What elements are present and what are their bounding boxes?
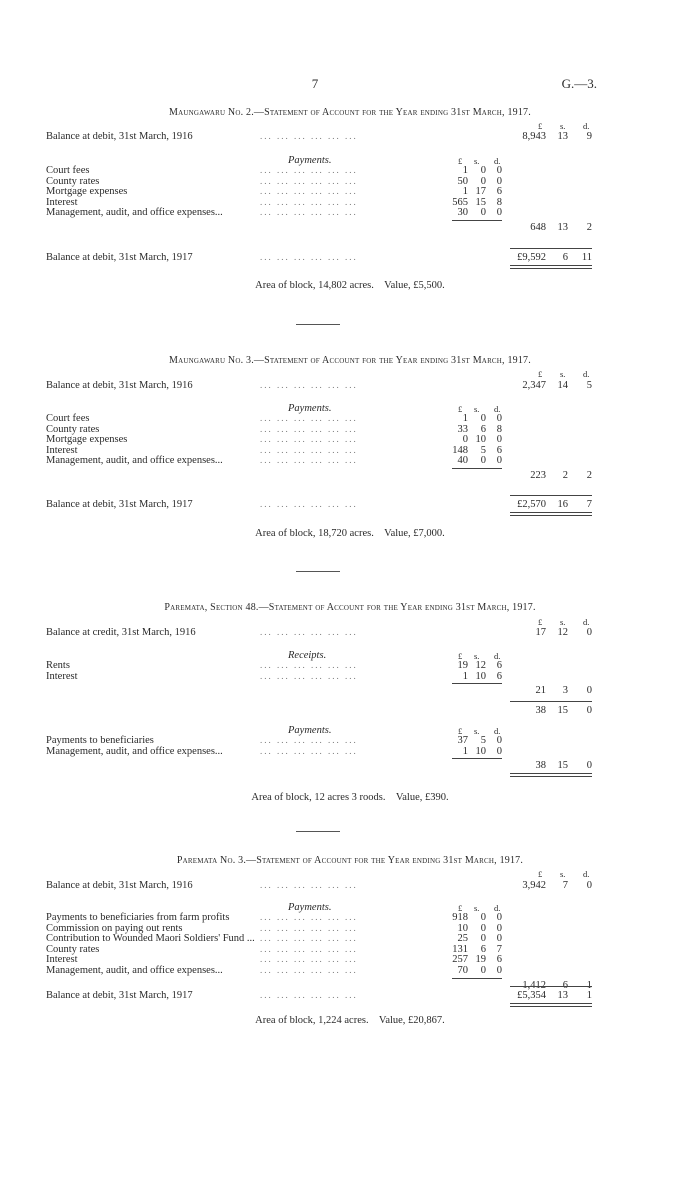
currency-header-pence: d. [583, 369, 590, 379]
section-separator [296, 324, 340, 325]
currency-header-pence: d. [583, 617, 590, 627]
amount-shillings: 6 [480, 943, 486, 955]
group-heading: Payments. [288, 725, 332, 737]
amount-pounds: 40 [457, 455, 468, 467]
amount-pence: 6 [496, 670, 502, 682]
inner-header-shillings: s. [474, 726, 480, 737]
leader-dots: ... ... ... ... ... ... [260, 434, 358, 445]
leader-dots: ... ... ... ... ... ... [260, 990, 358, 1000]
closing-rule [510, 986, 592, 987]
amount-pence: 0 [496, 735, 502, 747]
group-heading: Payments. [288, 902, 332, 913]
subtotal-rule [510, 701, 592, 702]
block-area-value: Area of block, 1,224 acres. Value, £20,867. [255, 1015, 445, 1026]
row-label: Rents [46, 660, 70, 671]
inner-header-pounds: £ [458, 651, 463, 661]
items-rule [452, 978, 502, 979]
amount-pounds: 648 [530, 222, 546, 233]
amount-shillings: 6 [562, 979, 568, 991]
statement-title: Maungawaru No. 3.—Statement of Account for the Year ending 31st March, 1917. [169, 355, 531, 366]
leader-dots: ... ... ... ... ... ... [260, 954, 358, 965]
leader-dots: ... ... ... ... ... ... [260, 965, 358, 975]
closing-rule [510, 495, 592, 496]
amount-shillings: 17 [475, 186, 486, 198]
items-rule [452, 683, 502, 684]
leader-dots: ... ... ... ... ... ... [260, 933, 358, 944]
leader-dots: ... ... ... ... ... ... [260, 131, 358, 141]
amount-pounds: 38 [535, 705, 546, 717]
inner-header-pounds: £ [458, 726, 463, 737]
amount-pence: 0 [496, 933, 502, 945]
leader-dots: ... ... ... ... ... ... [260, 735, 358, 746]
leader-dots: ... ... ... ... ... ... [260, 252, 358, 262]
amount-shillings: 10 [475, 434, 486, 446]
amount-shillings: 5 [480, 444, 486, 456]
inner-header-pounds: £ [458, 404, 463, 414]
leader-dots: ... ... ... ... ... ... [260, 413, 358, 423]
row-label: Balance at credit, 31st March, 1916 [46, 627, 196, 638]
items-rule [452, 220, 502, 221]
line-item-row [0, 455, 700, 467]
amount-pounds: 70 [457, 965, 468, 976]
amount-pence: 0 [586, 760, 592, 772]
leader-dots: ... ... ... ... ... ... [260, 912, 358, 922]
closing-rule [510, 248, 592, 249]
block-area-value: Area of block, 18,720 acres. Value, £7,000. [255, 528, 445, 539]
inner-header-pounds: £ [458, 156, 463, 166]
leader-dots: ... ... ... ... ... ... [260, 165, 358, 175]
amount-pence: 0 [496, 745, 502, 757]
document-reference: G.—3. [561, 76, 597, 91]
amount-pence: 0 [496, 175, 502, 187]
double-rule [510, 265, 592, 269]
amount-shillings: 10 [475, 745, 486, 757]
inner-header-shillings: s. [474, 903, 480, 913]
group-total-row [0, 470, 700, 482]
amount-pounds: £5,354 [517, 990, 546, 1001]
amount-shillings: 7 [562, 880, 568, 891]
amount-shillings: 0 [480, 965, 486, 976]
row-label: County rates [46, 943, 100, 955]
amount-shillings: 13 [557, 222, 568, 233]
amount-pence: 0 [496, 434, 502, 446]
inner-header-pence: d. [494, 404, 501, 414]
amount-pounds: 38 [535, 760, 546, 772]
statement-title: Paremata No. 3.—Statement of Account for the Year ending 31st March, 1917. [176, 855, 524, 866]
amount-pence: 0 [586, 627, 592, 638]
statement-title: Paremata, Section 48.—Statement of Account for the Year ending 31st March, 1917. [164, 602, 536, 613]
row-label: Mortgage expenses [46, 434, 128, 446]
row-label: Balance at debit, 31st March, 1917 [46, 499, 193, 510]
amount-pounds: 1 [462, 670, 468, 682]
opening-balance-row [0, 880, 700, 892]
row-label: Balance at debit, 31st March, 1917 [46, 252, 193, 263]
inner-header-shillings: s. [474, 404, 480, 414]
amount-pounds: 17 [535, 627, 546, 638]
group-heading: Payments. [288, 403, 332, 414]
group-total-row [0, 222, 700, 234]
amount-pounds: 37 [457, 735, 468, 747]
amount-pounds: 1,412 [522, 979, 546, 991]
leader-dots: ... ... ... ... ... ... [260, 175, 358, 186]
opening-balance-row [0, 627, 700, 639]
block-area-value: Area of block, 12 acres 3 roods. Value, £390. [251, 792, 449, 803]
row-label: Management, audit, and office expenses... [46, 965, 223, 976]
row-label: Payments to beneficiaries from farm profits [46, 912, 230, 923]
amount-pence: 1 [586, 990, 592, 1001]
amount-pounds: 257 [452, 954, 468, 966]
amount-pounds: 30 [457, 207, 468, 219]
amount-pounds: 148 [452, 444, 468, 456]
inner-header-shillings: s. [474, 156, 480, 166]
leader-dots: ... ... ... ... ... ... [260, 499, 358, 509]
double-rule [510, 512, 592, 516]
amount-pence: 2 [586, 470, 592, 481]
closing-balance-row [0, 990, 700, 1002]
amount-pence: 9 [586, 131, 592, 142]
amount-pounds: 0 [462, 434, 468, 446]
amount-pence: 0 [496, 922, 502, 934]
amount-shillings: 13 [557, 131, 568, 142]
amount-shillings: 6 [480, 423, 486, 435]
amount-shillings: 19 [475, 954, 486, 966]
amount-pounds: 1 [462, 165, 468, 176]
amount-pounds: 3,942 [522, 880, 546, 891]
amount-pence: 7 [586, 499, 592, 510]
amount-pence: 0 [496, 165, 502, 176]
amount-pence: 6 [496, 660, 502, 671]
leader-dots: ... ... ... ... ... ... [260, 207, 358, 218]
closing-balance-row [0, 252, 700, 264]
amount-shillings: 14 [557, 380, 568, 391]
row-label: Management, audit, and office expenses... [46, 745, 223, 757]
leader-dots: ... ... ... ... ... ... [260, 196, 358, 207]
leader-dots: ... ... ... ... ... ... [260, 627, 358, 637]
amount-pounds: 2,347 [522, 380, 546, 391]
currency-header-shillings: s. [560, 369, 566, 379]
inner-header-pence: d. [494, 651, 501, 661]
group-total-row [0, 685, 700, 697]
row-label: Balance at debit, 31st March, 1916 [46, 131, 193, 142]
amount-pence: 0 [496, 912, 502, 923]
amount-pounds: £9,592 [517, 252, 546, 263]
amount-pence: 0 [496, 207, 502, 219]
inner-header-pence: d. [494, 903, 501, 913]
double-rule [510, 773, 592, 777]
group-total-row [0, 760, 700, 772]
amount-pence: 6 [496, 444, 502, 456]
line-item-row [0, 671, 700, 683]
row-label: Payments to beneficiaries [46, 735, 154, 747]
currency-header-shillings: s. [560, 617, 566, 627]
amount-shillings: 0 [480, 165, 486, 176]
amount-shillings: 12 [475, 660, 486, 671]
row-label: County rates [46, 175, 100, 187]
inner-header-pence: d. [494, 156, 501, 166]
amount-pounds: 8,943 [522, 131, 546, 142]
currency-header-pounds: £ [538, 369, 543, 379]
amount-pence: 0 [586, 705, 592, 717]
amount-shillings: 0 [480, 175, 486, 187]
inner-header-pounds: £ [458, 903, 463, 913]
amount-shillings: 15 [557, 705, 568, 717]
amount-pounds: 131 [452, 943, 468, 955]
amount-pounds: 223 [530, 470, 546, 481]
amount-pence: 0 [586, 880, 592, 891]
opening-balance-row [0, 131, 700, 143]
row-label: Mortgage expenses [46, 186, 128, 198]
amount-pounds: 10 [457, 922, 468, 934]
row-label: Commission on paying out rents [46, 922, 183, 934]
leader-dots: ... ... ... ... ... ... [260, 186, 358, 197]
amount-pence: 11 [581, 252, 592, 263]
currency-header-pounds: £ [538, 121, 543, 131]
line-item-row [0, 965, 700, 977]
amount-shillings: 0 [480, 912, 486, 923]
currency-header-shillings: s. [560, 869, 566, 879]
subtotal-row [0, 705, 700, 717]
amount-pounds: 565 [452, 196, 468, 208]
section-separator [296, 571, 340, 572]
amount-pence: 0 [586, 685, 592, 697]
amount-pence: 7 [496, 943, 502, 955]
amount-shillings: 15 [557, 760, 568, 772]
amount-shillings: 0 [480, 207, 486, 219]
currency-header-pence: d. [583, 121, 590, 131]
row-label: Balance at debit, 31st March, 1916 [46, 380, 193, 391]
amount-shillings: 15 [475, 196, 486, 208]
amount-shillings: 0 [480, 922, 486, 934]
currency-header-shillings: s. [560, 121, 566, 131]
row-label: Balance at debit, 31st March, 1916 [46, 880, 193, 891]
leader-dots: ... ... ... ... ... ... [260, 455, 358, 466]
amount-pounds: 1 [462, 413, 468, 424]
amount-pence: 5 [586, 380, 592, 391]
amount-pence: 0 [496, 455, 502, 467]
amount-pence: 1 [586, 979, 592, 991]
row-label: Interest [46, 954, 78, 966]
block-area-value: Area of block, 14,802 acres. Value, £5,500. [255, 280, 445, 291]
line-item-row [0, 746, 700, 758]
amount-pence: 8 [496, 423, 502, 435]
amount-pounds: 19 [457, 660, 468, 671]
leader-dots: ... ... ... ... ... ... [260, 660, 358, 670]
double-rule [510, 1003, 592, 1007]
amount-shillings: 5 [480, 735, 486, 747]
row-label: County rates [46, 423, 100, 435]
statement-title: Maungawaru No. 2.—Statement of Account for the Year ending 31st March, 1917. [169, 107, 531, 118]
items-rule [452, 468, 502, 469]
amount-shillings: 13 [557, 990, 568, 1001]
opening-balance-row [0, 380, 700, 392]
amount-pence: 6 [496, 186, 502, 198]
page-number: 7 [311, 76, 319, 91]
group-heading: Payments. [288, 155, 332, 166]
leader-dots: ... ... ... ... ... ... [260, 943, 358, 954]
currency-header-pounds: £ [538, 869, 543, 879]
row-label: Balance at debit, 31st March, 1917 [46, 990, 193, 1001]
amount-shillings: 3 [562, 685, 568, 697]
currency-header-pounds: £ [538, 617, 543, 627]
amount-pounds: 25 [457, 933, 468, 945]
amount-pence: 2 [586, 222, 592, 233]
amount-pounds: 33 [457, 423, 468, 435]
leader-dots: ... ... ... ... ... ... [260, 745, 358, 756]
inner-header-pence: d. [494, 726, 501, 737]
amount-pounds: 918 [452, 912, 468, 923]
amount-pounds: 50 [457, 175, 468, 187]
row-label: Court fees [46, 413, 90, 424]
group-heading: Receipts. [288, 650, 327, 661]
items-rule [452, 758, 502, 759]
amount-pence: 0 [496, 965, 502, 976]
leader-dots: ... ... ... ... ... ... [260, 380, 358, 390]
leader-dots: ... ... ... ... ... ... [260, 444, 358, 455]
amount-shillings: 0 [480, 933, 486, 945]
leader-dots: ... ... ... ... ... ... [260, 423, 358, 434]
amount-pounds: 1 [462, 186, 468, 198]
amount-pounds: £2,570 [517, 499, 546, 510]
line-item-row [0, 207, 700, 219]
row-label: Management, audit, and office expenses... [46, 455, 223, 467]
amount-pence: 0 [496, 413, 502, 424]
amount-pence: 6 [496, 954, 502, 966]
row-label: Management, audit, and office expenses... [46, 207, 223, 219]
amount-shillings: 16 [557, 499, 568, 510]
amount-shillings: 12 [557, 627, 568, 638]
row-label: Interest [46, 444, 78, 456]
amount-pounds: 1 [462, 745, 468, 757]
amount-shillings: 0 [480, 455, 486, 467]
row-label: Interest [46, 670, 78, 682]
amount-shillings: 6 [562, 252, 568, 263]
currency-header-pence: d. [583, 869, 590, 879]
amount-shillings: 10 [475, 670, 486, 682]
leader-dots: ... ... ... ... ... ... [260, 922, 358, 933]
section-separator [296, 831, 340, 832]
row-label: Contribution to Wounded Maori Soldiers' Fund ... [46, 933, 255, 945]
amount-pence: 8 [496, 196, 502, 208]
amount-shillings: 0 [480, 413, 486, 424]
amount-pounds: 21 [535, 685, 546, 697]
leader-dots: ... ... ... ... ... ... [260, 880, 358, 890]
closing-balance-row [0, 499, 700, 511]
leader-dots: ... ... ... ... ... ... [260, 670, 358, 681]
row-label: Court fees [46, 165, 90, 176]
amount-shillings: 2 [562, 470, 568, 481]
row-label: Interest [46, 196, 78, 208]
inner-header-shillings: s. [474, 651, 480, 661]
